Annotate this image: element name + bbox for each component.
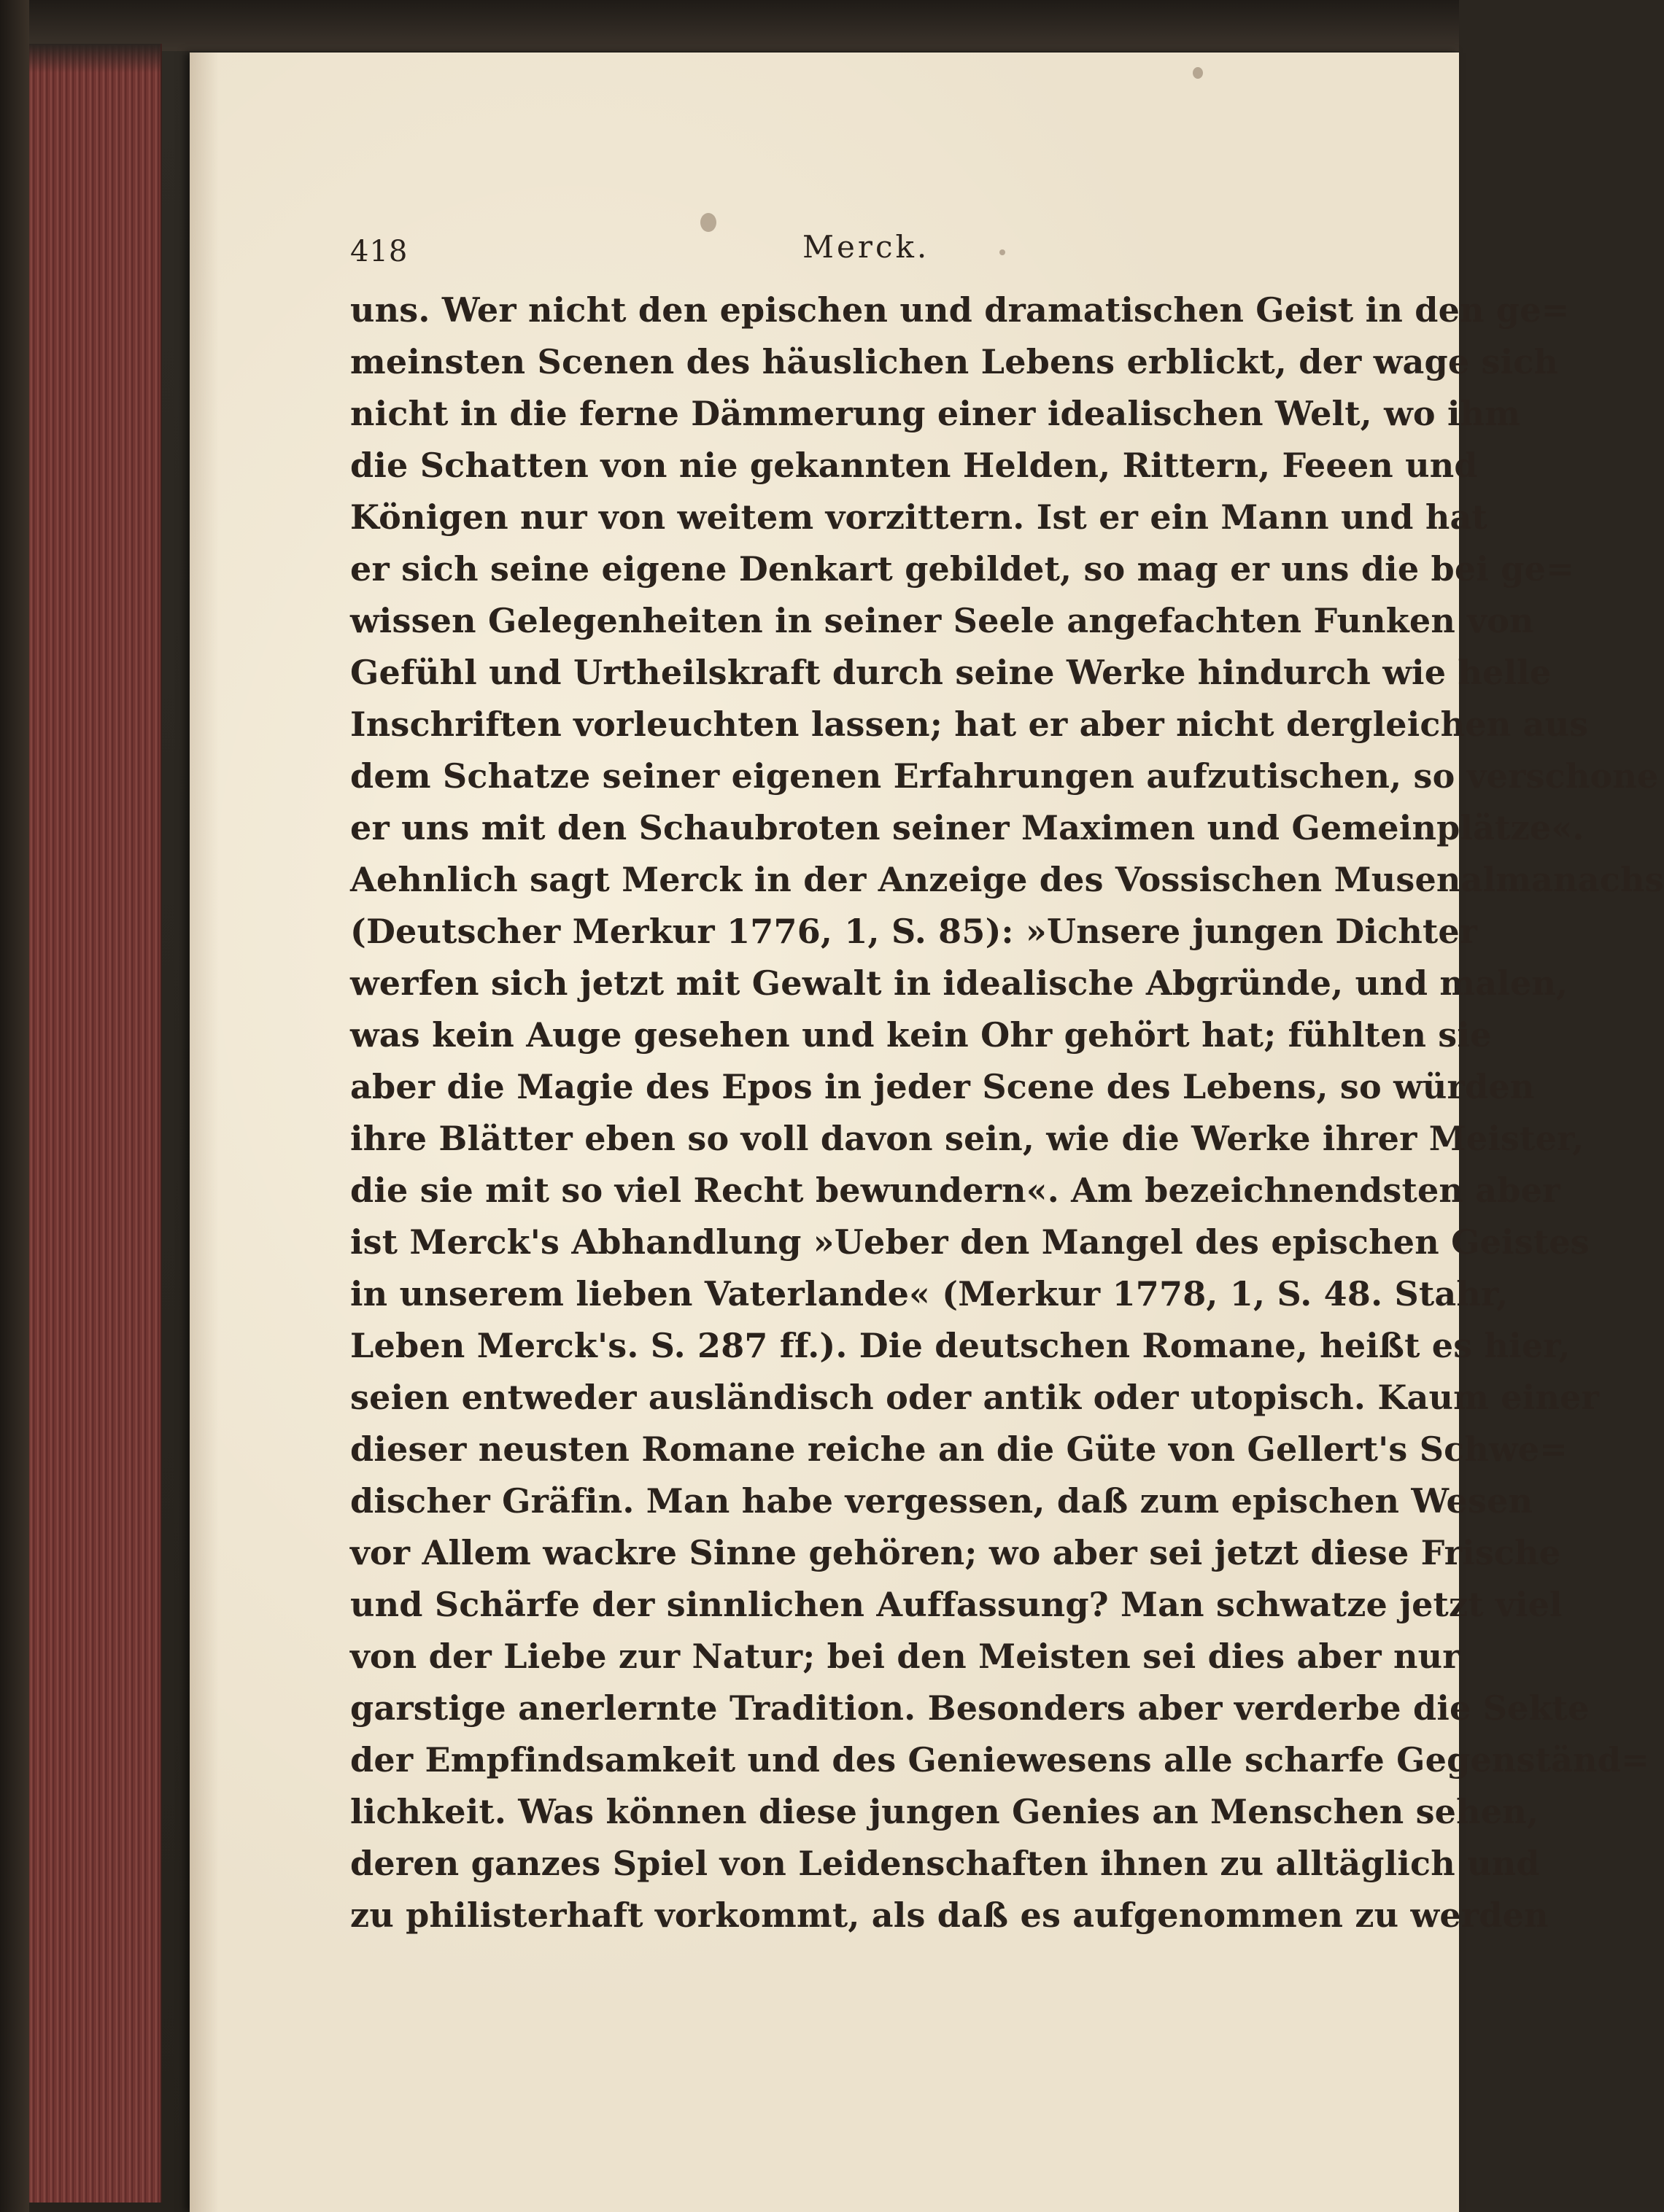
text-line: ist Merck's Abhandlung »Ueber den Mangel des epischen Geistes — [350, 1222, 1590, 1262]
text-line: der Empfindsamkeit und des Geniewesens alle scharfe Gegenständ= — [350, 1740, 1649, 1780]
text-line: discher Gräfin. Man habe vergessen, daß zum epischen Wesen — [350, 1481, 1533, 1521]
book-cover-edge — [29, 0, 1459, 51]
text-line: die sie mit so viel Recht bewundern«. Am bezeichnendsten aber — [350, 1171, 1560, 1210]
body-text — [350, 284, 1664, 1941]
page-sheet — [190, 53, 1664, 2212]
text-line: uns. Wer nicht den epischen und dramatischen Geist in den ge= — [350, 290, 1570, 330]
text-line: Aehnlich sagt Merck in der Anzeige des Vossischen Musenalmanachs — [350, 860, 1664, 899]
text-line: meinsten Scenen des häuslichen Lebens erblickt, der wage sich — [350, 342, 1559, 381]
text-line: zu philisterhaft vorkommt, als daß es aufgenommen zu werden — [350, 1895, 1549, 1935]
text-line: was kein Auge gesehen und kein Ohr gehört hat; fühlten sie — [350, 1015, 1492, 1055]
text-line: deren ganzes Spiel von Leidenschaften ihnen zu alltäglich und — [350, 1844, 1540, 1883]
text-line: und Schärfe der sinnlichen Auffassung? Man schwatze jetzt viel — [350, 1585, 1563, 1624]
text-line: er sich seine eigene Denkart gebildet, so mag er uns die bei ge= — [350, 549, 1574, 589]
text-line: wissen Gelegenheiten in seiner Seele angefachten Funken von — [350, 601, 1534, 640]
text-line: nicht in die ferne Dämmerung einer idealischen Welt, wo ihm — [350, 394, 1521, 433]
page-content — [350, 220, 1664, 1941]
text-line: Gefühl und Urtheilskraft durch seine Werke hindurch wie helle — [350, 653, 1552, 692]
page-number: 418 — [350, 235, 409, 268]
page-header — [350, 220, 1408, 279]
book-spine — [0, 0, 29, 2212]
text-line: garstige anerlernte Tradition. Besonders aber verderbe die Sekte — [350, 1688, 1590, 1728]
text-line: er uns mit den Schaubroten seiner Maximen und Gemeinplätze«. — [350, 808, 1584, 847]
text-line: aber die Magie des Epos in jeder Scene des Lebens, so würden — [350, 1067, 1535, 1106]
text-line: ihre Blätter eben so voll davon sein, wie die Werke ihrer Meister, — [350, 1119, 1584, 1158]
text-line: Königen nur von weitem vorzittern. Ist er ein Mann und hat — [350, 497, 1487, 537]
text-line: Inschriften vorleuchten lassen; hat er aber nicht dergleichen aus — [350, 705, 1589, 744]
text-line: von der Liebe zur Natur; bei den Meisten sei dies aber nur — [350, 1637, 1460, 1676]
text-line: in unserem lieben Vaterlande« (Merkur 1778, 1, S. 48. Stahr, — [350, 1274, 1509, 1313]
page-edges — [29, 44, 162, 2203]
ink-spot — [1193, 67, 1203, 79]
text-line: Leben Merck's. S. 287 ff.). Die deutschen Romane, heißt es hier, — [350, 1326, 1571, 1365]
text-line: dem Schatze seiner eigenen Erfahrungen aufzutischen, so verschone — [350, 756, 1659, 796]
text-line: vor Allem wackre Sinne gehören; wo aber sei jetzt diese Frische — [350, 1533, 1561, 1572]
text-line: lichkeit. Was können diese jungen Genies an Menschen sehen, — [350, 1792, 1539, 1831]
text-line: werfen sich jetzt mit Gewalt in idealische Abgründe, und malen, — [350, 963, 1568, 1003]
running-title: Merck. — [802, 229, 930, 265]
text-line: dieser neusten Romane reiche an die Güte von Gellert's Schwe= — [350, 1429, 1568, 1469]
text-line: (Deutscher Merkur 1776, 1, S. 85): »Unsere jungen Dichter — [350, 912, 1478, 951]
text-line: die Schatten von nie gekannten Helden, Rittern, Feeen und — [350, 446, 1478, 485]
text-line: seien entweder ausländisch oder antik oder utopisch. Kaum einer — [350, 1378, 1599, 1417]
